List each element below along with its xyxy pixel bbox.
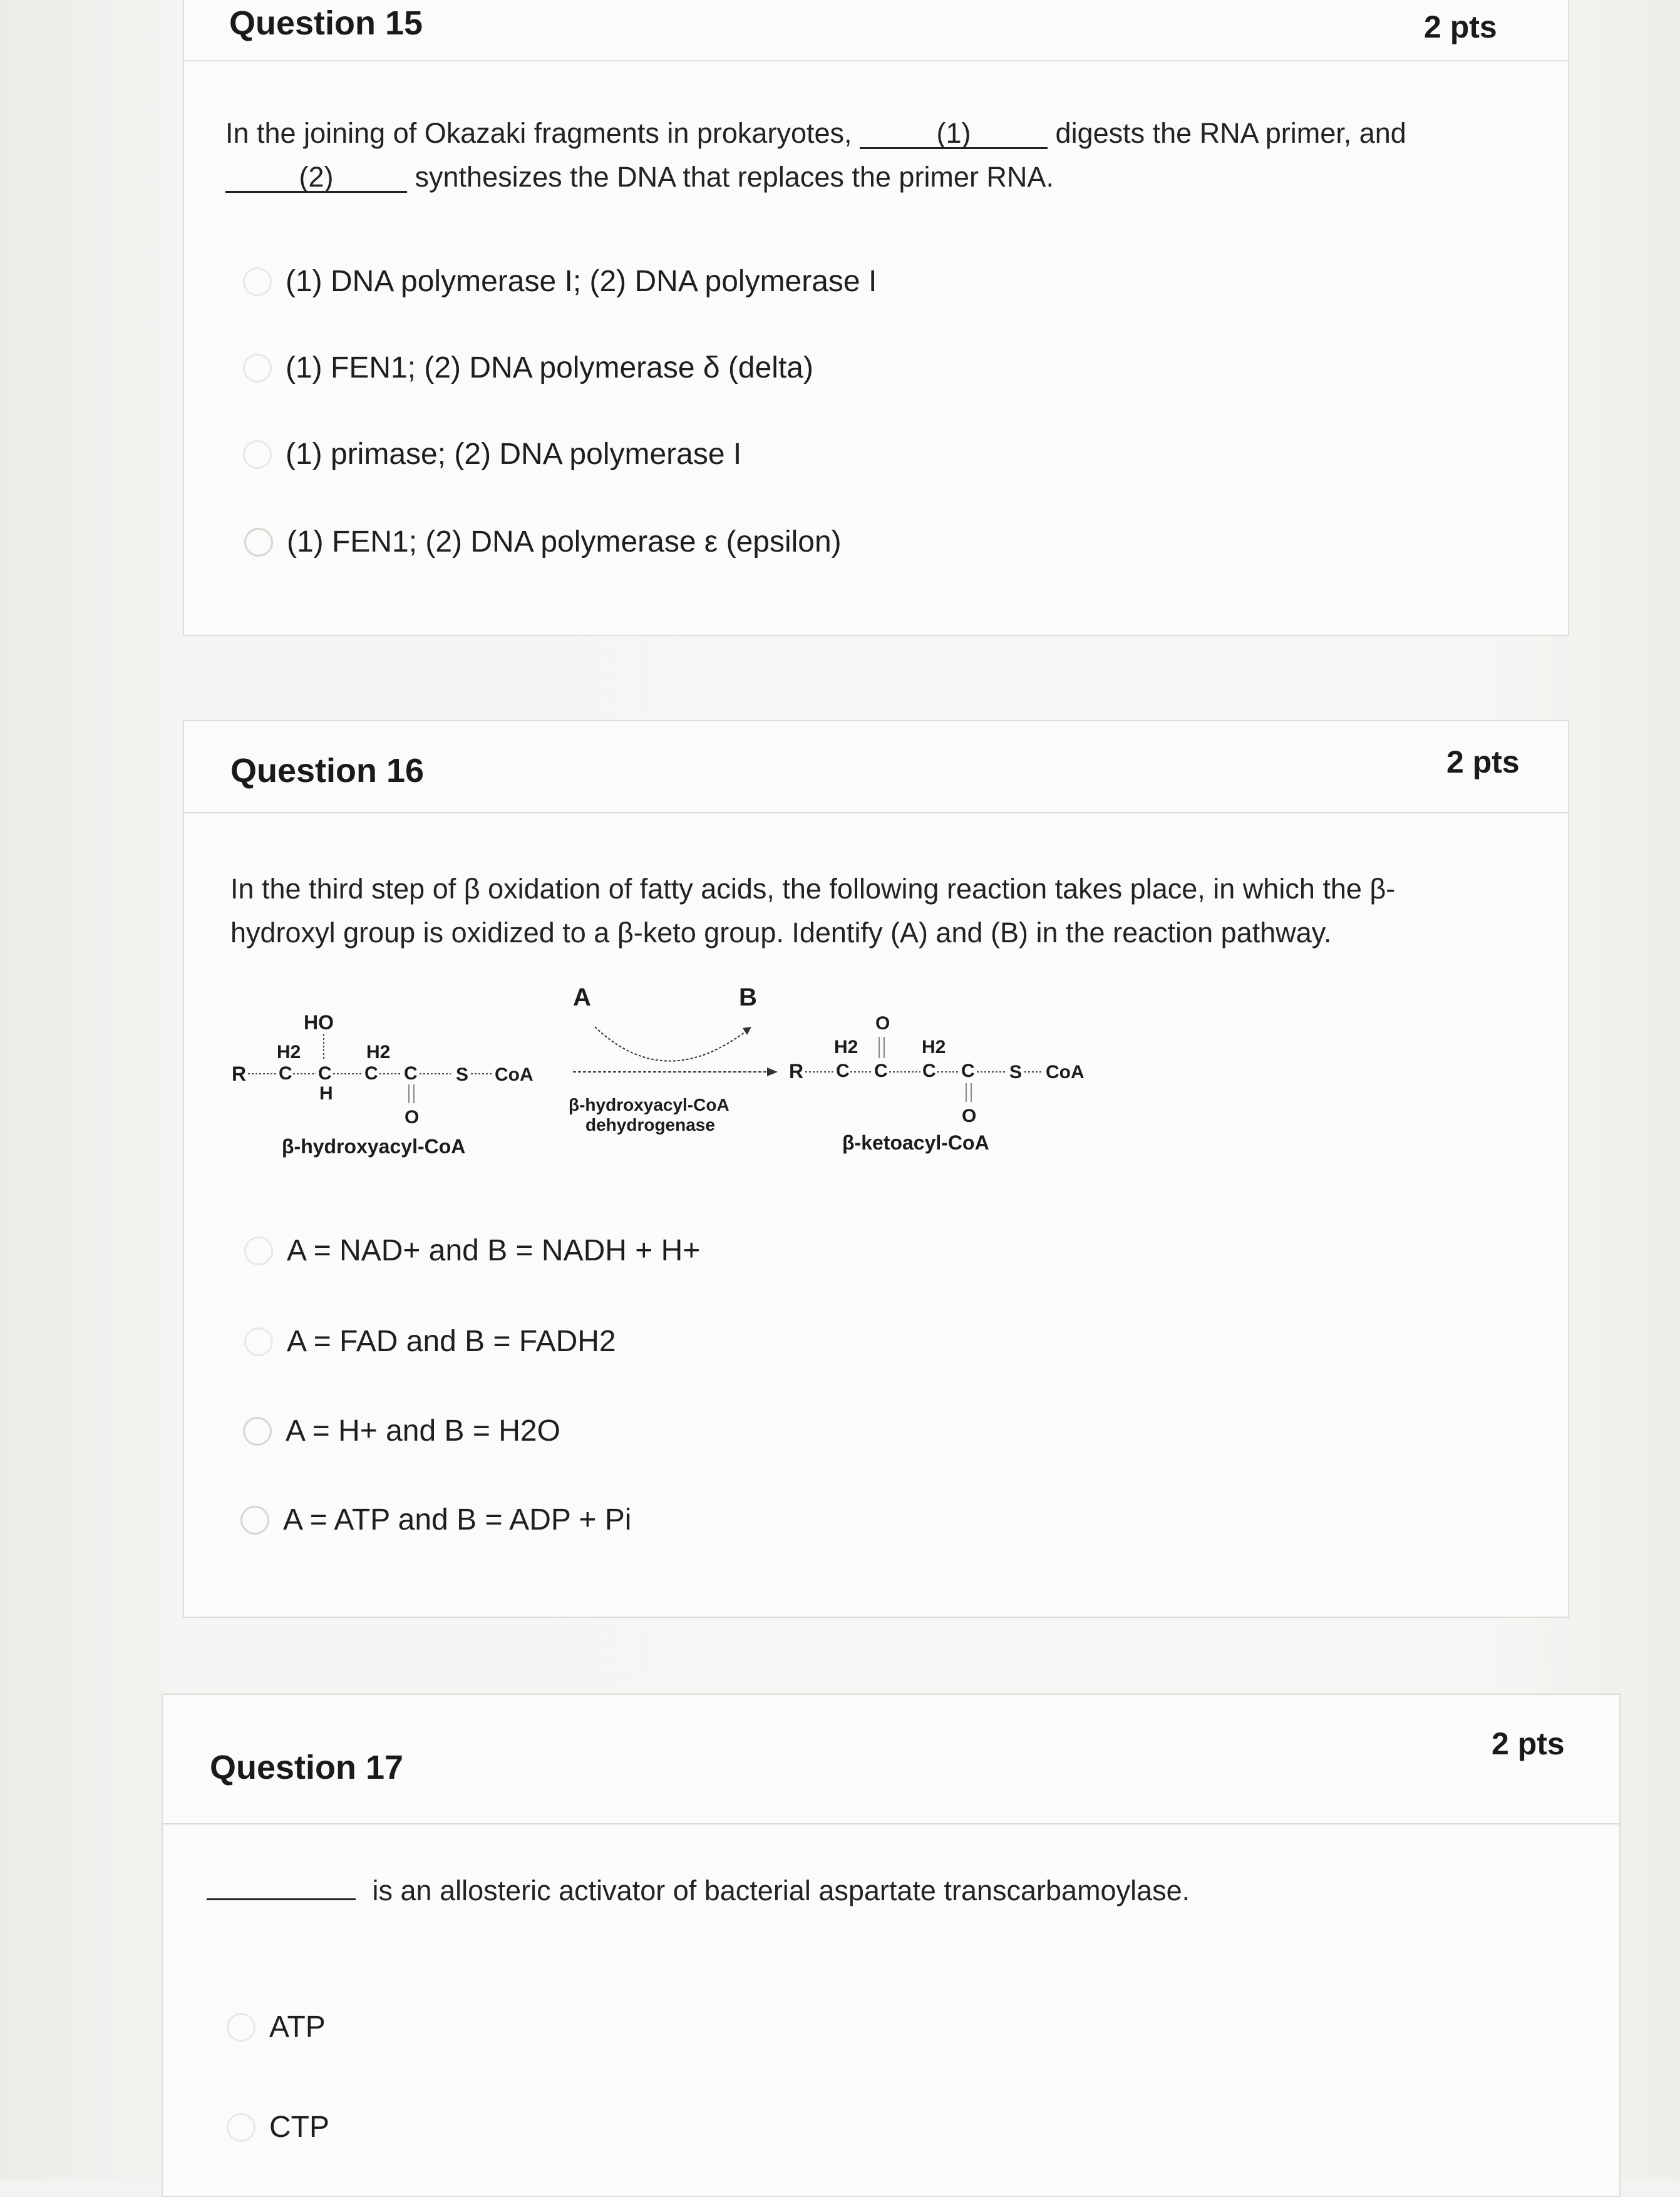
right-c3: C — [922, 1061, 936, 1081]
left-molecule-name: β-hydroxyacyl-CoA — [282, 1135, 466, 1158]
right-o-label: O — [962, 1106, 977, 1126]
question-15-option-2[interactable] — [243, 351, 813, 385]
left-s-label: S — [456, 1064, 469, 1085]
enzyme-name-line-2: dehydrogenase — [585, 1115, 715, 1135]
enzyme-name-line-1: β-hydroxyacyl-CoA — [569, 1095, 729, 1114]
left-h2-a: H2 — [277, 1042, 301, 1062]
question-17-title: Question 17 — [210, 1749, 404, 1786]
right-s-label: S — [1009, 1062, 1023, 1083]
question-15-title: Question 15 — [229, 4, 423, 42]
question-15-option-3[interactable] — [243, 437, 741, 471]
option-label: (1) FEN1; (2) DNA polymerase ε (epsilon) — [287, 525, 842, 558]
option-label: ATP — [269, 2010, 326, 2044]
question-17-prompt — [207, 1869, 1190, 1913]
answer-blank — [207, 1898, 356, 1900]
label-b: B — [739, 984, 757, 1011]
question-16-prompt-line-2: hydroxyl group is oxidized to a β-keto group. Identify (A) and (B) in the reaction pathway. — [230, 917, 1332, 949]
prompt-text: is an allosteric activator of bacterial aspartate transcarbamoylase. — [372, 1875, 1190, 1906]
label-a: A — [573, 984, 591, 1011]
option-label: (1) FEN1; (2) DNA polymerase δ (delta) — [286, 351, 813, 384]
option-label: A = ATP and B = ADP + Pi — [283, 1503, 632, 1536]
cofactor-curve — [595, 1027, 745, 1061]
left-o-label: O — [405, 1107, 420, 1128]
reaction-diagram — [225, 977, 1115, 1165]
question-15-prompt-line-1 — [225, 111, 1406, 155]
right-c1: C — [836, 1061, 850, 1081]
left-c4: C — [404, 1063, 418, 1084]
cofactor-arrowhead — [743, 1027, 751, 1035]
question-16-prompt — [230, 867, 1395, 955]
left-c2: C — [318, 1063, 332, 1084]
question-15-prompt — [225, 111, 1406, 199]
option-label: CTP — [269, 2111, 329, 2144]
question-16-option-4[interactable] — [240, 1503, 631, 1537]
radio-button[interactable] — [240, 1506, 269, 1535]
blank-1-label: (1) — [936, 117, 971, 149]
radio-button[interactable] — [244, 1327, 273, 1356]
left-c1: C — [279, 1063, 292, 1084]
question-16-prompt-line-1: In the third step of β oxidation of fatty acids, the following reaction takes place, in which the β- — [230, 873, 1396, 905]
radio-button[interactable] — [243, 267, 272, 296]
option-label: A = FAD and B = FADH2 — [287, 1325, 616, 1358]
radio-button[interactable] — [243, 1417, 272, 1446]
prompt-text: In the joining of Okazaki fragments in prokaryotes, — [225, 117, 852, 149]
question-16-option-3[interactable] — [243, 1414, 560, 1448]
blank-1 — [860, 117, 1048, 149]
option-label: A = NAD+ and B = NADH + H+ — [287, 1234, 701, 1267]
blank-2 — [225, 163, 407, 193]
radio-button[interactable] — [244, 528, 273, 557]
question-16-points: 2 pts — [1446, 744, 1520, 779]
right-h2-a: H2 — [834, 1037, 858, 1057]
reaction-arrowhead — [767, 1068, 778, 1076]
left-ho-label: HO — [304, 1011, 334, 1034]
radio-button[interactable] — [244, 1237, 273, 1265]
option-label: (1) primase; (2) DNA polymerase I — [286, 438, 742, 471]
question-15-prompt-line-2 — [225, 155, 1406, 199]
right-h2-b: H2 — [922, 1037, 946, 1057]
option-label: (1) DNA polymerase I; (2) DNA polymerase I — [286, 265, 877, 298]
left-coa-label: CoA — [495, 1064, 533, 1085]
right-molecule-name: β-ketoacyl-CoA — [842, 1131, 989, 1154]
prompt-text: synthesizes the DNA that replaces the primer RNA. — [415, 161, 1054, 193]
right-o-top: O — [875, 1013, 890, 1034]
radio-button[interactable] — [243, 440, 272, 469]
question-17-option-2[interactable] — [227, 2110, 329, 2144]
question-17-option-1[interactable] — [227, 2010, 326, 2044]
blank-2-label: (2) — [299, 161, 334, 193]
question-16-option-1[interactable] — [244, 1233, 700, 1268]
question-16-card — [183, 720, 1569, 1618]
left-h-label: H — [319, 1083, 333, 1104]
right-coa-label: CoA — [1046, 1062, 1085, 1083]
prompt-text: digests the RNA primer, and — [1055, 117, 1406, 149]
option-label: A = H+ and B = H2O — [286, 1414, 560, 1448]
question-16-option-2[interactable] — [244, 1324, 616, 1359]
left-r-label: R — [232, 1062, 247, 1085]
question-15-option-4[interactable] — [244, 525, 842, 559]
radio-button[interactable] — [243, 354, 272, 383]
question-15-points: 2 pts — [1424, 9, 1497, 44]
question-17-points: 2 pts — [1492, 1726, 1565, 1761]
left-h2-b: H2 — [366, 1042, 391, 1062]
right-r-label: R — [789, 1060, 804, 1083]
question-15-option-1[interactable] — [243, 264, 877, 299]
radio-button[interactable] — [227, 2113, 255, 2142]
right-c4: C — [961, 1061, 975, 1081]
radio-button[interactable] — [227, 2013, 255, 2042]
right-c2: C — [874, 1061, 888, 1081]
left-c3: C — [364, 1063, 378, 1084]
question-16-title: Question 16 — [230, 752, 425, 790]
